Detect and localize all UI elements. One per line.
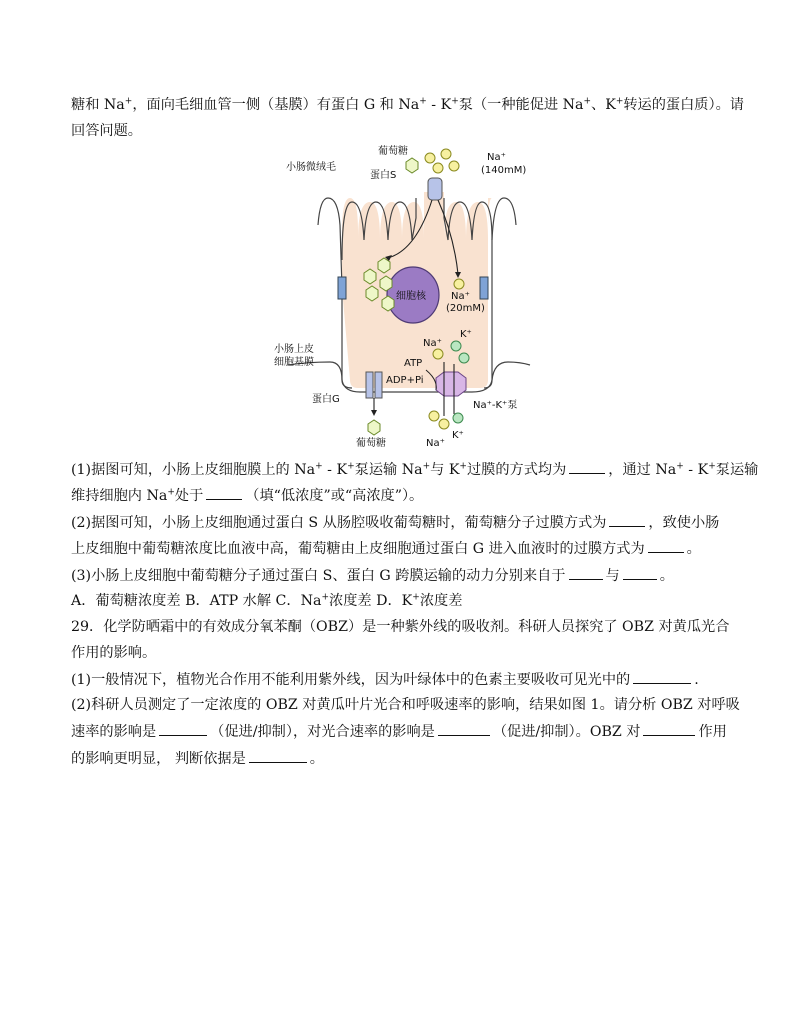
q3-blank-1[interactable] — [569, 565, 603, 580]
label-na-out: Na⁺ — [487, 152, 506, 163]
label-protein-s: 蛋白S — [370, 170, 397, 181]
pump-k-top-2 — [459, 353, 469, 363]
protein-g-right — [375, 372, 382, 398]
intestinal-cell-diagram — [268, 140, 533, 452]
protein-g-left — [366, 372, 373, 398]
label-na-bottom: Na⁺ — [426, 438, 445, 449]
q2-line-2: 上皮细胞中葡萄糖浓度比血液中高，葡萄糖由上皮细胞通过蛋白 G 进入血液时的过膜方式为 。 — [71, 538, 701, 559]
q3-options: A．葡萄糖浓度差 B．ATP 水解 C．Na+浓度差 D．K+浓度差 — [71, 592, 463, 609]
q29-part-1: (1)一般情况下，植物光合作用不能利用紫外线，因为叶绿体中的色素主要吸收可见光中的 . — [71, 669, 699, 690]
glucose-top — [406, 158, 418, 173]
label-villi: 小肠微绒毛 — [286, 162, 336, 173]
protein-s — [428, 178, 442, 200]
q29-blank-3[interactable] — [438, 721, 490, 736]
q1-blank-1[interactable] — [569, 459, 605, 474]
q2-blank-2[interactable] — [648, 538, 684, 553]
label-basement-2: 细胞基膜 — [274, 357, 314, 368]
q3-line-1: (3)小肠上皮细胞中葡萄糖分子通过蛋白 S、蛋白 G 跨膜运输的动力分别来自于 与 。 — [71, 565, 674, 586]
na-out-circles — [425, 149, 459, 173]
q3-blank-2[interactable] — [623, 565, 657, 580]
arrowhead-glucose-out — [371, 410, 377, 416]
label-na-in-conc: (20mM) — [446, 303, 485, 314]
q29-part-2-line-1: (2)科研人员测定了一定浓度的 OBZ 对黄瓜叶片光合和呼吸速率的影响，结果如图 1。请分析 OBZ 对呼吸 — [71, 697, 740, 713]
q29-blank-1[interactable] — [633, 669, 691, 684]
q29-blank-5[interactable] — [249, 748, 307, 763]
q1-line-1: (1)据图可知，小肠上皮细胞膜上的 Na+ - K+泵运输 Na+与 K+过膜的方式均为 ，通过 Na+ - K+泵运输 — [71, 459, 758, 480]
label-atp: ATP — [404, 358, 423, 369]
q1-blank-2[interactable] — [206, 485, 242, 500]
label-na-pump-top: Na⁺ — [423, 338, 442, 349]
label-k-pump-top: K⁺ — [460, 329, 472, 340]
q1-line-2: 维持细胞内 Na+处于 （填“低浓度”或“高浓度”）。 — [71, 485, 423, 506]
label-pump: Na⁺-K⁺泵 — [473, 400, 518, 411]
q2-blank-1[interactable] — [609, 512, 645, 527]
pump-k-top-1 — [451, 341, 461, 351]
villus-outline-right — [492, 198, 516, 240]
glucose-bottom — [368, 420, 380, 435]
label-protein-g: 蛋白G — [312, 394, 340, 405]
q29-line-2: 作用的影响。 — [71, 645, 157, 661]
side-channel-left — [338, 277, 346, 299]
q29-blank-4[interactable] — [643, 721, 695, 736]
na-k-pump — [436, 372, 466, 396]
pump-k-bottom — [453, 413, 463, 423]
na-in-circle — [454, 279, 464, 289]
q29-line-1: 29．化学防晒霜中的有效成分氧苯酮（OBZ）是一种紫外线的吸收剂。科研人员探究了 OBZ 对黄瓜光合 — [71, 619, 730, 635]
label-adp: ADP+Pi — [386, 375, 424, 386]
q29-part-2-line-2: 速率的影响是 （促进/抑制），对光合速率的影响是 （促进/抑制）。OBZ 对 作用 — [71, 721, 727, 742]
label-basement-1: 小肠上皮 — [274, 344, 314, 355]
label-na-in: Na⁺ — [451, 291, 470, 302]
label-k-bottom: K⁺ — [452, 430, 464, 441]
intro-line-1: 糖和 Na+，面向毛细血管一侧（基膜）有蛋白 G 和 Na+ - K+泵（一种能促进 Na+、K+转运的蛋白质）。请 — [71, 96, 744, 113]
pump-na-bottom-2 — [439, 419, 449, 429]
q2-line-1: (2)据图可知，小肠上皮细胞通过蛋白 S 从肠腔吸收葡萄糖时，葡萄糖分子过膜方式为 ，致使小肠 — [71, 512, 719, 533]
intro-line-2: 回答问题。 — [71, 123, 142, 139]
q29-blank-2[interactable] — [159, 721, 207, 736]
side-channel-right — [480, 277, 488, 299]
q29-part-2-line-3: 的影响更明显， 判断依据是 。 — [71, 748, 324, 769]
pump-na-top — [433, 349, 443, 359]
label-na-out-conc: (140mM) — [481, 165, 527, 176]
nucleus-label: 细胞核 — [396, 291, 426, 302]
villus-outline-left — [318, 198, 342, 288]
label-glucose-top: 葡萄糖 — [378, 146, 408, 157]
label-glucose-bottom: 葡萄糖 — [356, 438, 386, 449]
pump-na-bottom-1 — [429, 411, 439, 421]
